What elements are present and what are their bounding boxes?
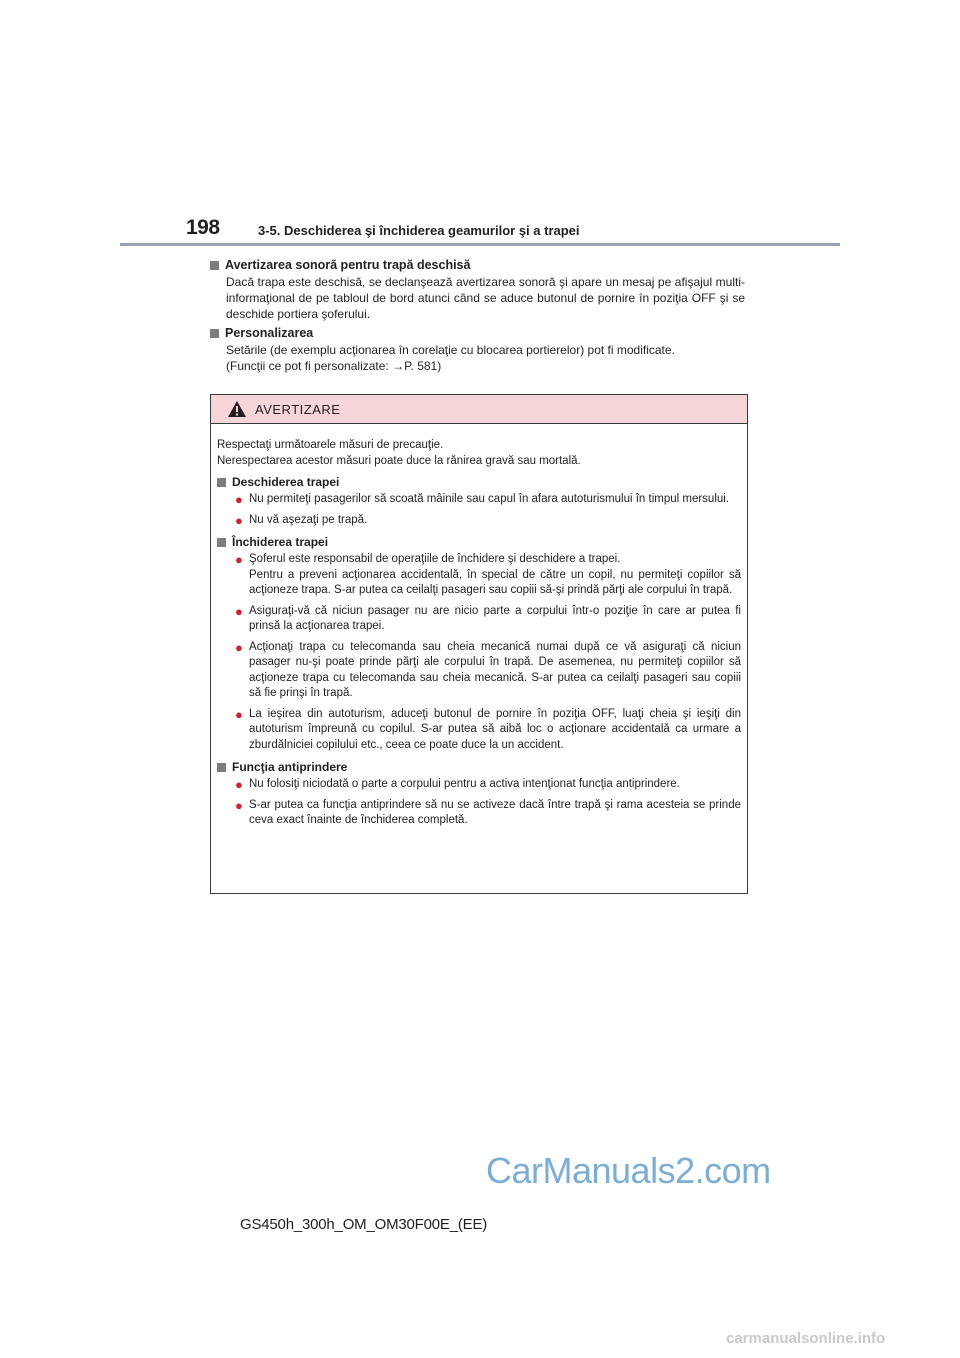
square-marker-icon	[210, 261, 219, 270]
bullet-dot-icon: ●	[235, 797, 243, 813]
section-heading	[210, 324, 745, 342]
paragraph: Nerespectarea acestor măsuri poate duce la rănirea gravă sau mortală.	[217, 454, 581, 467]
group-title: Deschiderea trapei	[232, 474, 340, 489]
section-heading	[210, 256, 745, 274]
bullet-item	[217, 492, 741, 508]
warning-group-closing	[217, 533, 741, 753]
bullet-text: La ieşirea din autoturism, aduceţi butonul de pornire în poziţia OFF, luaţi cheia şi ieşiţi din autoturism împreună cu copilul. S-ar putea să aibă loc o acţionare accidentală ca urmare a zburdălniciei copilului etc., ceea ce poate duce la un accident.	[249, 707, 741, 751]
warning-group-anti-pinch	[217, 758, 741, 829]
header-divider	[120, 243, 840, 246]
paragraph: (Funcţii ce pot fi personalizate: →P. 581)	[226, 359, 442, 373]
section-title: Personalizarea	[225, 326, 314, 340]
bullet-text: S-ar putea ca funcţia antiprindere să nu se activeze dacă între trapă şi rama acesteia se prinde ceva exact înainte de închiderea completă.	[249, 798, 741, 826]
bullet-text: Nu folosiţi niciodată o parte a corpului pentru a activa intenţionat funcţia antiprindere.	[249, 778, 680, 790]
paragraph: Setările (de exemplu acţionarea în corelaţie cu blocarea portierelor) pot fi modificate.	[226, 343, 675, 357]
warning-header	[211, 395, 747, 424]
square-marker-icon	[217, 538, 226, 547]
bullet-dot-icon: ●	[235, 639, 243, 655]
bullet-dot-icon: ●	[235, 512, 243, 528]
bullet-item	[217, 552, 741, 599]
square-marker-icon	[217, 478, 226, 487]
bullet-text: Acţionaţi trapa cu telecomanda sau cheia mecanică numai după ce vă asiguraţi că niciun pasager nu-şi poate prinde părţi ale corpului în trapă. De asemenea, nu permiteţi copiilor să acţioneze trapa cu telecomanda sau cheia mecanică. S-ar putea ca ceilalţi pasageri sau copiii să fie prinşi în trapă.	[249, 640, 741, 699]
warning-box	[210, 394, 748, 894]
bullet-text: Pentru a preveni acţionarea accidentală, în special de către un copil, nu permiteţi copiilor să acţioneze trapa. S-ar putea ca ceilalţi pasageri sau copiii să-şi prindă părţi ale corpului în trapă.	[249, 568, 741, 596]
bullet-item	[217, 707, 741, 754]
bullet-item	[217, 798, 741, 829]
bullet-dot-icon: ●	[235, 706, 243, 722]
warning-body	[211, 424, 747, 829]
section-body	[210, 342, 745, 374]
bullet-item	[217, 640, 741, 702]
page-number: 198	[186, 216, 220, 239]
group-title: Închiderea trapei	[232, 534, 329, 549]
section-customization	[210, 324, 745, 374]
warning-intro	[217, 438, 741, 469]
square-marker-icon	[217, 763, 226, 772]
square-marker-icon	[210, 329, 219, 338]
bullet-text: Nu permiteţi pasagerilor să scoată mâinile sau capul în afara autoturismului în timpul mersului.	[249, 493, 730, 505]
warning-group-opening	[217, 473, 741, 528]
group-title: Funcţia antiprindere	[232, 759, 348, 774]
bullet-dot-icon: ●	[235, 492, 243, 507]
paragraph: Respectaţi următoarele măsuri de precauţie.	[217, 439, 444, 451]
group-heading	[217, 758, 741, 777]
group-heading	[217, 473, 741, 492]
bullet-item	[217, 513, 741, 529]
section-title: Avertizarea sonoră pentru trapă deschisă	[225, 258, 471, 272]
paragraph: Dacă trapa este deschisă, se declanşează avertizarea sonoră şi apare un mesaj pe afişajul multi-informaţional de pe tabloul de bord atunci când se aduce butonul de pornire în poziţia OFF şi se deschide portiera şoferului.	[226, 275, 745, 321]
section-sunroof-buzzer	[210, 256, 745, 322]
document-code: GS450h_300h_OM_OM30F00E_(EE)	[240, 1216, 488, 1233]
bullet-dot-icon: ●	[235, 603, 243, 619]
bullet-dot-icon: ●	[235, 552, 243, 567]
bullet-text: Şoferul este responsabil de operaţiile de închidere şi deschidere a trapei.	[249, 553, 621, 565]
bullet-item	[217, 604, 741, 635]
bullet-text: Asiguraţi-vă că niciun pasager nu are nicio parte a corpului într-o poziţie în care ar putea fi prinsă la acţionarea trapei.	[249, 604, 741, 632]
bullet-item	[217, 777, 741, 793]
main-content	[210, 256, 745, 376]
warning-title: AVERTIZARE	[255, 401, 341, 417]
bullet-dot-icon: ●	[235, 777, 243, 792]
carmanuals2-watermark: CarManuals2.com	[486, 1150, 771, 1191]
section-body	[210, 274, 745, 322]
chapter-title: 3-5. Deschiderea şi închiderea geamurilor şi a trapei	[258, 223, 580, 238]
warning-triangle-icon	[227, 400, 247, 418]
carmanualsonline-watermark: carmanualsonline.info	[726, 1330, 886, 1347]
bullet-text: Nu vă aşezaţi pe trapă.	[249, 513, 368, 526]
group-heading	[217, 533, 741, 552]
